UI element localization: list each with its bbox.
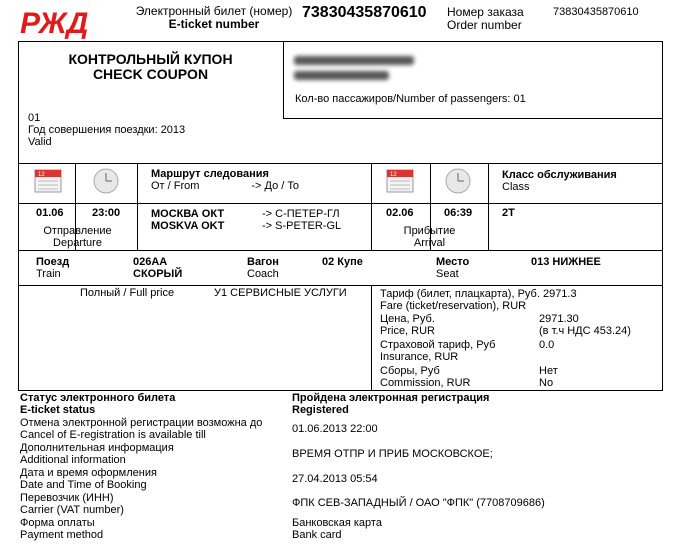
commission-value-en: No [539,377,554,389]
logo-text: РЖД [20,7,89,39]
departure-label-ru: Отправление [43,225,112,237]
status-value [292,392,489,416]
tariff-label-ru: Тариф (билет, плацкарта), Руб. [380,288,540,300]
train-value [133,256,182,280]
insurance-label [380,339,495,363]
route-title: Маршрут следования [151,168,269,180]
booking-label-ru: Дата и время оформления [20,467,157,479]
status-value-en: Registered [292,404,349,416]
svg-text:12: 12 [390,172,397,178]
route-from-en: MOSKVA OKT [151,220,225,232]
arrival-label-ru: Прибытие [403,225,456,237]
payment-label-en: Payment method [20,529,104,541]
departure-time: 23:00 [92,207,121,219]
train-label-en: Train [36,268,61,280]
route-from-ru: МОСКВА ОКТ [151,208,225,220]
rzd-logo [18,5,96,39]
coach-label [247,256,279,280]
status-label-en: E-ticket status [20,404,96,416]
coupon-title-en: CHECK COUPON [92,66,209,82]
commission-value [539,365,558,389]
booking-value: 27.04.2013 05:54 [292,473,378,485]
arrival-time: 06:39 [444,207,473,219]
price-type: Полный / Full price [80,287,175,299]
seat-label [436,256,469,280]
cancel-label [20,417,262,441]
eticket-label-ru: Электронный билет (номер) [135,4,293,18]
info-label-ru: Дополнительная информация [20,442,174,454]
price-values [539,313,631,337]
route-from-to: От / From -> До / To [151,180,300,192]
arrival-date: 02.06 [386,207,414,219]
clock-icon [92,167,120,195]
departure-date: 01.06 [36,207,64,219]
info-value: ВРЕМЯ ОТПР И ПРИБ МОСКОВСКОЕ; [292,448,493,460]
seat-label-en: Seat [436,268,459,280]
tariff-label-en: Fare (ticket/reservation), RUR [380,300,527,312]
arrival-label-en: Arrival [413,237,446,249]
route-to-ru: -> С-ПЕТЕР-ГЛ [262,208,340,220]
price-value: 2971.30 [539,313,579,325]
seat-label-ru: Место [436,256,470,268]
info-label-en: Additional information [20,454,126,466]
redacted-document [294,71,389,80]
route-to-en: -> S-PETER-GL [262,220,342,232]
route-from [151,208,224,232]
carrier-label [20,492,124,516]
vat-value: (в т.ч НДС 453.24) [539,325,631,337]
info-label [20,442,174,466]
booking-label-en: Date and Time of Booking [20,479,147,491]
coupon-title-ru: КОНТРОЛЬНЫЙ КУПОН [68,51,233,67]
carrier-value: ФПК СЕВ-ЗАПАДНЫЙ / ОАО "ФПК" (7708709686) [292,497,545,509]
coach-label-en: Coach [247,268,279,280]
payment-label [20,517,103,541]
order-number: 73830435870610 [553,6,639,18]
svg-text:12: 12 [38,172,45,178]
class-header [502,169,617,193]
train-number: 026АА [133,256,168,268]
order-label [447,6,524,32]
arrival-label [371,225,488,249]
payment-label-ru: Форма оплаты [20,517,95,529]
cancel-value: 01.06.2013 22:00 [292,423,378,435]
payment-value-ru: Банковская карта [292,517,382,529]
cancel-label-ru: Отмена электронной регистрации возможна до [20,417,263,429]
carrier-label-ru: Перевозчик (ИНН) [20,492,114,504]
tariff-value: 2971.3 [542,288,577,300]
commission-label-ru: Сборы, Руб [380,365,440,377]
insurance-value: 0.0 [539,339,555,351]
route-header [151,168,299,192]
commission-label-en: Commission, RUR [380,377,471,389]
calendar-icon [34,167,62,193]
tariff-label [380,288,577,312]
class-title-en: Class [502,181,530,193]
cancel-label-en: Cancel of E-registration is available till [20,429,206,441]
trip-year: Год совершения поездки: 2013 [28,124,186,136]
seat-value: 013 НИЖНЕЕ [531,256,601,268]
route-to [262,208,341,232]
status-value-ru: Пройдена электронная регистрация [292,392,490,404]
redacted-name [294,56,414,65]
insurance-label-en: Insurance, RUR [380,351,459,363]
rzd-logo-icon [18,5,96,39]
eticket-number: 73830435870610 [302,4,427,21]
trip-info [28,112,185,148]
booking-label [20,467,157,491]
payment-value [292,517,382,541]
departure-label [18,225,137,249]
price-label-en: Price, RUR [380,325,436,337]
payment-value-en: Bank card [292,529,342,541]
calendar-icon-arrival [386,167,414,193]
train-label-ru: Поезд [36,256,70,268]
services: У1 СЕРВИСНЫЕ УСЛУГИ [214,287,347,299]
coach-value: 02 Купе [322,256,363,268]
status-label [20,392,175,416]
coach-label-ru: Вагон [247,256,279,268]
price-label-ru: Цена, Руб. [380,313,435,325]
clock-icon-arrival [444,167,472,195]
train-label [36,256,69,280]
order-label-en: Order number [447,18,522,32]
trip-number: 01 [28,112,41,124]
passengers-count: Кол-во пассажиров/Number of passengers: 01 [295,93,526,105]
departure-label-en: Departure [53,237,102,249]
order-label-ru: Номер заказа [447,5,524,19]
eticket-label-en: E-ticket number [168,17,260,31]
coupon-title [18,52,283,82]
eticket-label [134,5,294,31]
price-label [380,313,435,337]
commission-label [380,365,470,389]
status-label-ru: Статус электронного билета [20,392,176,404]
commission-value-ru: Нет [539,365,558,377]
class-title-ru: Класс обслуживания [502,169,617,181]
class-value: 2Т [502,207,515,219]
insurance-label-ru: Страховой тариф, Руб [380,339,496,351]
carrier-label-en: Carrier (VAT number) [20,504,124,516]
trip-status: Valid [28,136,52,148]
train-type: СКОРЫЙ [133,268,183,280]
